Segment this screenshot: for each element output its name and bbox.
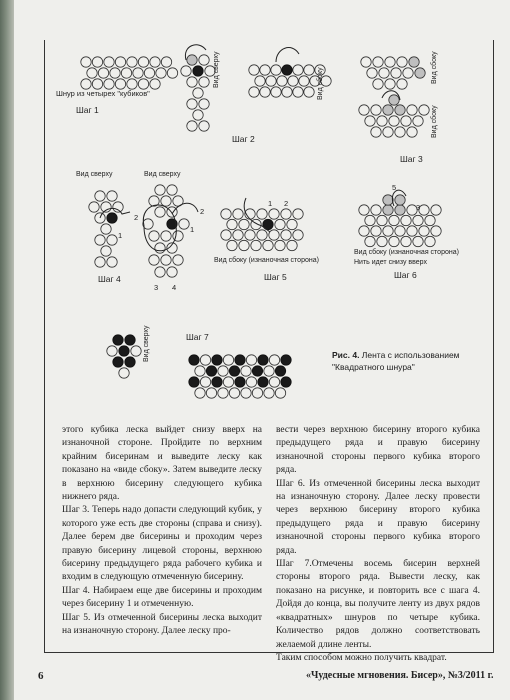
bead-step7-row [252,366,262,376]
bead-step7-row [195,366,205,376]
bead-step3b [413,116,423,126]
bead-step1 [144,68,154,78]
bead-step3b [377,116,387,126]
bead-step4b [167,185,177,195]
bead-step3b [419,105,429,115]
label-step6: Шаг 6 [394,270,417,280]
bead-step4b [161,255,171,265]
bead-step6 [377,236,387,246]
page-number: 6 [38,670,44,682]
bead-step2-side [271,87,281,97]
bead-step5 [281,230,291,240]
bead-step2 [187,121,197,131]
bead-step5 [221,230,231,240]
thread-arc-step2b [276,48,299,62]
label-step1: Шаг 1 [76,105,99,115]
bead-step7 [113,335,123,345]
bead-step5 [251,240,261,250]
bead-step6 [389,215,399,225]
bead-step2 [187,99,197,109]
bead-step5 [293,209,303,219]
bead-step1 [138,57,148,67]
bead-step4 [95,235,105,245]
bead-step6 [419,226,429,236]
bead-step6 [383,226,393,236]
bead-step4 [107,235,117,245]
bead-step7-row [258,355,268,365]
bead-step5 [257,230,267,240]
paragraph: Шаг 7.Отмечены восемь бисерин верхней стороны второго ряда. Вывести леску, как показано на рисунке, и повторить все с шага 4. Дойдя до конца, вы получите ленту из двух рядов «квадратных» шнуров по четыре кубика. Количество рядов должно соответствовать желаемой длине ленты. [276,559,480,650]
bead-step5 [275,240,285,250]
bead-step3b [395,127,405,137]
bead-step5 [275,219,285,229]
bead-step1 [104,57,114,67]
bead-step7-row [241,366,251,376]
bead-step3b [389,95,399,105]
bead-step7-row [269,377,279,387]
bead-step3 [409,57,419,67]
bead-step5 [239,219,249,229]
bead-step4 [107,213,117,223]
bead-step2-side [304,65,314,75]
bead-step4 [113,202,123,212]
bead-step4 [95,257,105,267]
bead-step7-row [218,366,228,376]
bead-step2-side [255,76,265,86]
bead-step7-row [212,377,222,387]
bead-step3 [403,68,413,78]
bead-step7-row [223,377,233,387]
bead-step7-row [235,377,245,387]
bead-step7 [125,357,135,367]
bead-step6 [359,226,369,236]
bead-step5 [287,219,297,229]
label-view-top-step4b: Вид сверху [144,171,181,178]
bead-step5 [227,219,237,229]
bead-step4b [149,255,159,265]
bead-step3 [415,68,425,78]
bead-step5 [227,240,237,250]
bead-step2 [193,88,203,98]
bead-step4b [155,207,165,217]
bead-step1 [110,68,120,78]
label-view-top-step2: Вид сверху [213,51,220,88]
bead-step6 [413,215,423,225]
label-num5-step6: 5 [392,183,397,192]
bead-step7 [131,346,141,356]
bead-step4b [161,196,171,206]
bead-step6 [365,236,375,246]
paragraph: Шаг 4. Набираем еще две бисерины и проходим через бисерину 1 и отмеченную. [62,585,262,610]
bead-step6 [431,205,441,215]
bead-step7-row [264,388,274,398]
bead-step7-row [229,366,239,376]
paragraph: Шаг 3. Теперь надо допасти следующий кубик, у которого уже есть две стороны (справа и снизу). Далее берем две бисерины и проходим через правую бисерину лицевой стороны, верхнюю бисерину предыдущего ряда рабочего кубика и входим в следующую отмеченную бисерину. [62,505,262,583]
label-num3-step4: 3 [154,283,159,292]
label-num2-step4: 2 [134,213,139,222]
bead-step2-side [293,87,303,97]
bead-step3 [373,79,383,89]
label-view-side-reverse-step5: Вид сбоку (изнаночная сторона) [214,257,319,264]
bead-step4 [107,257,117,267]
bead-step3 [361,57,371,67]
bead-step4b [155,185,165,195]
bead-step7-row [246,355,256,365]
bead-step4b [179,219,189,229]
label-view-side-step3a: Вид сбоку [431,51,438,84]
bead-step2-side [293,65,303,75]
bead-step7-row [246,377,256,387]
bead-step3b [359,105,369,115]
bead-step3 [385,57,395,67]
bead-step6 [425,236,435,246]
bead-step3 [391,68,401,78]
bead-step4 [89,202,99,212]
bead-step7-row [235,355,245,365]
bead-step4 [101,224,111,234]
bead-step1 [150,79,160,89]
bead-step5 [233,209,243,219]
label-num1-step5: 1 [268,199,273,208]
bead-step7-row [275,366,285,376]
bead-step3 [367,68,377,78]
bead-step1 [127,79,137,89]
bead-step1 [92,57,102,67]
paragraph: этого кубика леска выйдет снизу вверх на изнаночной стороне. Пройдите по верхним крайним бисеринам и выведите леску как показано на «виде сбоку». Затем выведите леску в верхнюю бисерину следующего кубика нижнего ряда. [62,425,262,503]
bead-step2-side [249,65,259,75]
bead-step2-side [260,87,270,97]
bead-step3 [397,57,407,67]
label-view-side-step2: Вид сбоку [317,67,324,100]
bead-step7 [113,357,123,367]
bead-step4b [173,255,183,265]
bead-step7-row [206,388,216,398]
bead-step5 [263,240,273,250]
bead-step6 [371,205,381,215]
bead-step5 [239,240,249,250]
label-step4: Шаг 4 [98,274,121,284]
bead-step6 [425,215,435,225]
label-step7: Шаг 7 [186,332,209,342]
bead-step4 [107,191,117,201]
bead-step7-row [252,388,262,398]
bead-step7-row [218,388,228,398]
bead-step3 [373,57,383,67]
bead-step3b [401,116,411,126]
bead-step2 [193,110,203,120]
bead-step7-row [275,388,285,398]
bead-step6 [401,215,411,225]
bead-step7-row [258,377,268,387]
bead-step6 [395,195,405,205]
bead-step7-row [281,355,291,365]
bead-step2 [193,66,203,76]
bead-step2-side [260,65,270,75]
bead-step5 [281,209,291,219]
bead-step7-row [206,366,216,376]
bead-step6 [389,236,399,246]
bead-step3b [395,105,405,115]
bead-step5 [257,209,267,219]
paragraph: Шаг 5. Из отмеченной бисерины леска выходит на изнаночную сторону. Далее леску про- [62,612,262,637]
bead-step6 [359,205,369,215]
bead-step7-row [189,355,199,365]
bead-step3b [383,105,393,115]
bead-step1 [161,57,171,67]
bead-step7 [107,346,117,356]
bead-step2-side [304,87,314,97]
bead-step2-side [277,76,287,86]
bead-step3 [379,68,389,78]
bead-step7-row [189,377,199,387]
bead-step2-side [299,76,309,86]
bead-step6 [407,226,417,236]
bead-step6 [431,226,441,236]
bead-step5 [293,230,303,240]
label-num2-step5: 2 [284,199,289,208]
bead-step2-side [271,65,281,75]
bead-step5 [233,230,243,240]
text-column-left [62,424,262,639]
bead-step5 [269,209,279,219]
bead-step3b [383,127,393,137]
figure-caption: Рис. 4. Лента с использованием [332,350,460,360]
bead-step2 [199,55,209,65]
thread-arc-step4b [172,203,198,214]
bead-step6 [419,205,429,215]
bead-step2 [187,77,197,87]
paragraph: Шаг 6. Из отмеченной бисерины леска выходит на изнаночную сторону. Далее леску провести через верхнюю бисерину второго кубика предыдущего ряда и правую бисерину изнаночной стороны первого кубика второго ряда. [276,478,480,556]
bead-step4b [161,231,171,241]
bead-step6 [383,195,393,205]
page-binding-edge [0,0,14,700]
bead-step7-row [195,388,205,398]
bead-step4 [95,191,105,201]
label-shnur: Шнур из четырех "кубиков" [56,89,150,98]
bead-step5 [221,209,231,219]
label-view-side-step3b: Вид сбоку [431,105,438,138]
label-view-top-step7: Вид сверху [143,325,150,362]
magazine-page [14,0,510,700]
bead-step7-row [229,388,239,398]
bead-step6 [401,236,411,246]
bead-step7 [119,368,129,378]
bead-step1 [167,68,177,78]
bead-step3b [407,105,417,115]
beading-diagrams [14,0,510,420]
bead-step3b [365,116,375,126]
bead-step3b [371,127,381,137]
bead-step2-side [249,87,259,97]
bead-step1 [156,68,166,78]
bead-step1 [127,57,137,67]
figure-caption-line2: "Квадратного шнура" [332,362,415,372]
bead-step7 [125,335,135,345]
bead-step6 [395,226,405,236]
bead-step6 [377,215,387,225]
bead-step1 [81,57,91,67]
text-column-right [276,424,480,665]
bead-step7-row [200,355,210,365]
label-step2: Шаг 2 [232,134,255,144]
bead-step4 [101,202,111,212]
bead-step2-side [282,87,292,97]
bead-step2 [199,99,209,109]
bead-step1 [104,79,114,89]
bead-step7-row [281,377,291,387]
label-num3-step6: 3 [416,203,421,212]
bead-step5 [245,230,255,240]
bead-step1 [115,79,125,89]
bead-step2-side [266,76,276,86]
bead-step6 [383,205,393,215]
bead-step7-row [269,355,279,365]
bead-step1 [133,68,143,78]
bead-step2-side [288,76,298,86]
bead-step1 [98,68,108,78]
bead-step3b [389,116,399,126]
bead-step5 [269,230,279,240]
paragraph: вести через верхнюю бисерину второго кубика предыдущего ряда и правую бисерину изнаночной стороны первого кубика второго ряда. [276,425,480,476]
bead-step2 [187,55,197,65]
bead-step1 [150,57,160,67]
bead-step3b [407,127,417,137]
label-view-top-step4: Вид сверху [76,171,113,178]
bead-step4b [155,267,165,277]
paragraph: Таким способом можно получить квадрат. [276,652,447,663]
label-step5: Шаг 5 [264,272,287,282]
bead-step6 [413,236,423,246]
bead-step7-row [200,377,210,387]
beads-layer [81,55,441,398]
bead-step7-row [264,366,274,376]
label-step3: Шаг 3 [400,154,423,164]
bead-step1 [92,79,102,89]
label-num1-step4b: 1 [190,225,195,234]
bead-step2 [181,66,191,76]
magazine-title: «Чудесные мгновения. Бисер», №3/2011 г. [306,670,494,681]
bead-step6 [371,226,381,236]
bead-step1 [81,79,91,89]
label-thread-up-step6: Нить идет снизу вверх [354,259,427,266]
bead-step7-row [212,355,222,365]
bead-step4b [167,267,177,277]
label-num1-step4: 1 [118,231,123,240]
bead-step3 [385,79,395,89]
bead-step3b [371,105,381,115]
bead-step4b [149,231,159,241]
bead-step6 [395,205,405,215]
bead-step1 [121,68,131,78]
label-num4-step4: 4 [172,283,177,292]
bead-step7 [119,346,129,356]
bead-step1 [138,79,148,89]
bead-step7-row [241,388,251,398]
bead-step1 [115,57,125,67]
bead-step5 [287,240,297,250]
bead-step7-row [223,355,233,365]
bead-step2 [199,77,209,87]
bead-step4 [101,246,111,256]
bead-step2-side [282,65,292,75]
label-view-side-reverse-step6: Вид сбоку (изнаночная сторона) [354,249,459,256]
bead-step6 [365,215,375,225]
bead-step2 [199,121,209,131]
bead-step1 [87,68,97,78]
bead-step3 [397,79,407,89]
label-num2-step4b: 2 [200,207,205,216]
bead-step4b [155,243,165,253]
